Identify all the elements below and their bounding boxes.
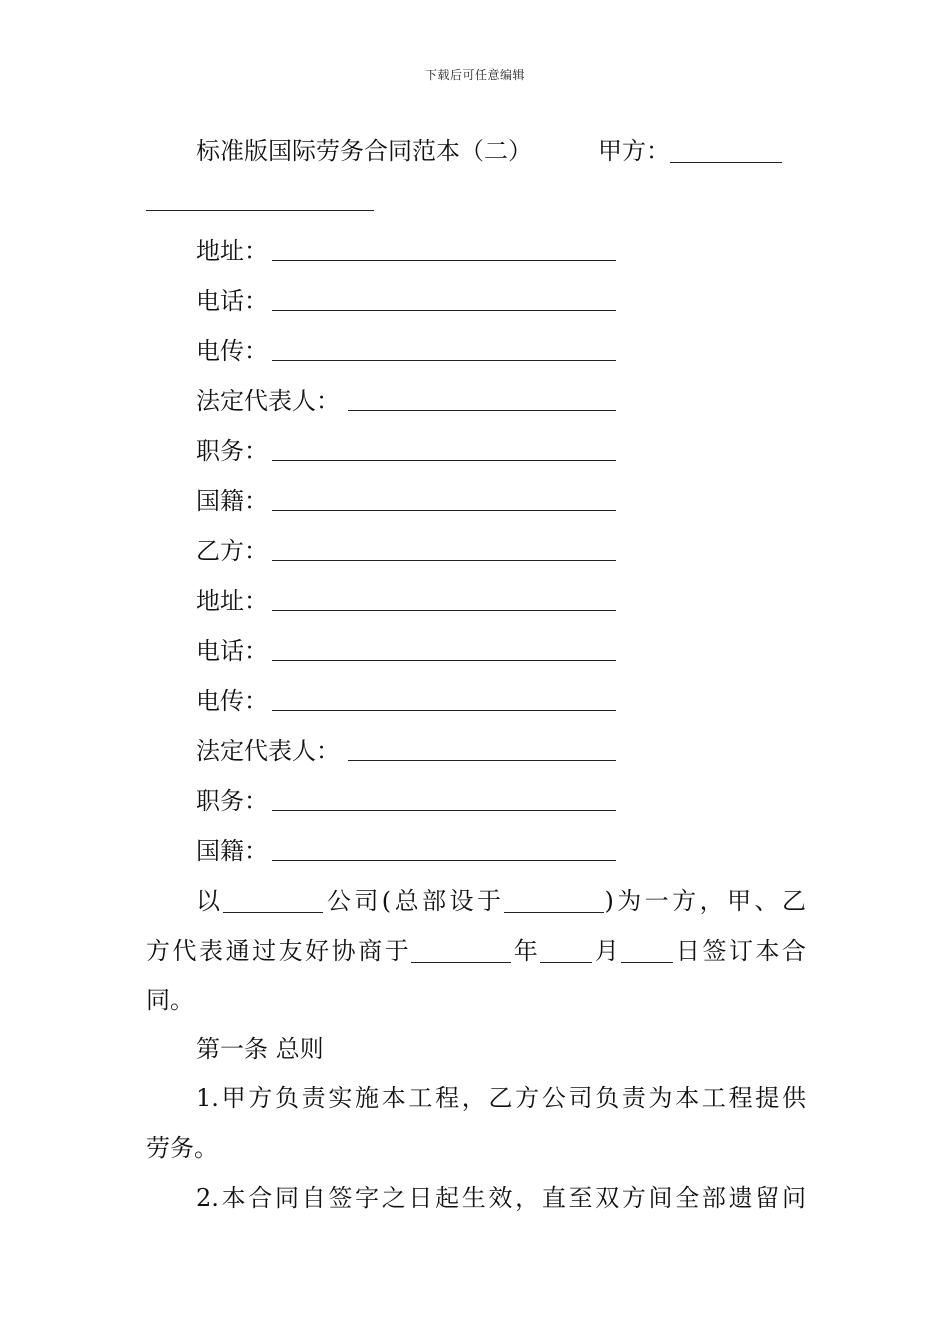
field-label: 电传： — [196, 687, 268, 715]
year-blank — [411, 938, 511, 963]
field-label: 法定代表人： — [196, 737, 340, 765]
field-blank — [272, 710, 616, 711]
field-label: 乙方： — [196, 537, 268, 565]
field-row — [196, 485, 616, 517]
field-row — [196, 285, 616, 317]
field-blank — [272, 460, 616, 461]
field-row — [196, 335, 616, 367]
title-line — [196, 135, 782, 167]
company-blank — [223, 888, 323, 913]
field-label: 法定代表人： — [196, 387, 340, 415]
field-blank — [272, 560, 616, 561]
field-label: 国籍： — [196, 837, 268, 865]
field-label: 职务： — [196, 787, 268, 815]
field-blank — [272, 810, 616, 811]
field-row — [196, 835, 616, 867]
intro-text: 公司(总部设于 — [323, 887, 505, 915]
field-blank — [272, 860, 616, 861]
intro-text: 年 — [511, 937, 541, 965]
field-label: 电话： — [196, 637, 268, 665]
field-label: 电话： — [196, 287, 268, 315]
field-blank — [272, 360, 616, 361]
intro-line-1 — [196, 884, 806, 917]
party-a-label: 甲方： — [598, 137, 670, 165]
intro-text: )为一方，甲、乙 — [604, 887, 806, 915]
field-row — [196, 685, 616, 717]
party-a-blank-continuation — [146, 192, 374, 211]
field-row — [196, 735, 616, 767]
intro-text: 方代表通过友好协商于 — [146, 937, 412, 965]
field-blank — [272, 610, 616, 611]
field-blank — [272, 260, 616, 261]
field-label: 电传： — [196, 337, 268, 365]
clause-1-line-2: 劳务。 — [146, 1134, 218, 1162]
field-label: 地址： — [196, 587, 268, 615]
headquarters-blank — [504, 888, 604, 913]
field-row — [196, 235, 616, 267]
field-label: 职务： — [196, 437, 268, 465]
clause-1-line-1: 1.甲方负责实施本工程，乙方公司负责为本工程提供 — [196, 1084, 806, 1112]
field-blank — [348, 410, 616, 411]
field-row — [196, 635, 616, 667]
field-blank — [348, 760, 616, 761]
field-blank — [272, 310, 616, 311]
field-row — [196, 585, 616, 617]
field-row — [196, 385, 616, 417]
document-title: 标准版国际劳务合同范本（二） — [196, 137, 532, 165]
clause-2-line-1: 2.本合同自签字之日起生效，直至双方间全部遗留问 — [196, 1184, 806, 1212]
field-blank — [272, 660, 616, 661]
intro-text: 以 — [196, 887, 224, 915]
intro-text: 日签订本合 — [673, 937, 807, 965]
party-a-blank — [670, 140, 782, 163]
month-blank — [540, 938, 592, 963]
intro-line-3: 同。 — [146, 986, 194, 1014]
intro-text: 月 — [592, 937, 622, 965]
field-row — [196, 785, 616, 817]
intro-line-2 — [146, 934, 806, 967]
field-row — [196, 435, 616, 467]
day-blank — [621, 938, 673, 963]
field-label: 地址： — [196, 237, 268, 265]
field-label: 国籍： — [196, 487, 268, 515]
field-row — [196, 535, 616, 567]
header-note: 下载后可任意编辑 — [424, 68, 525, 82]
field-blank — [272, 510, 616, 511]
article-heading: 第一条 总则 — [196, 1035, 324, 1063]
